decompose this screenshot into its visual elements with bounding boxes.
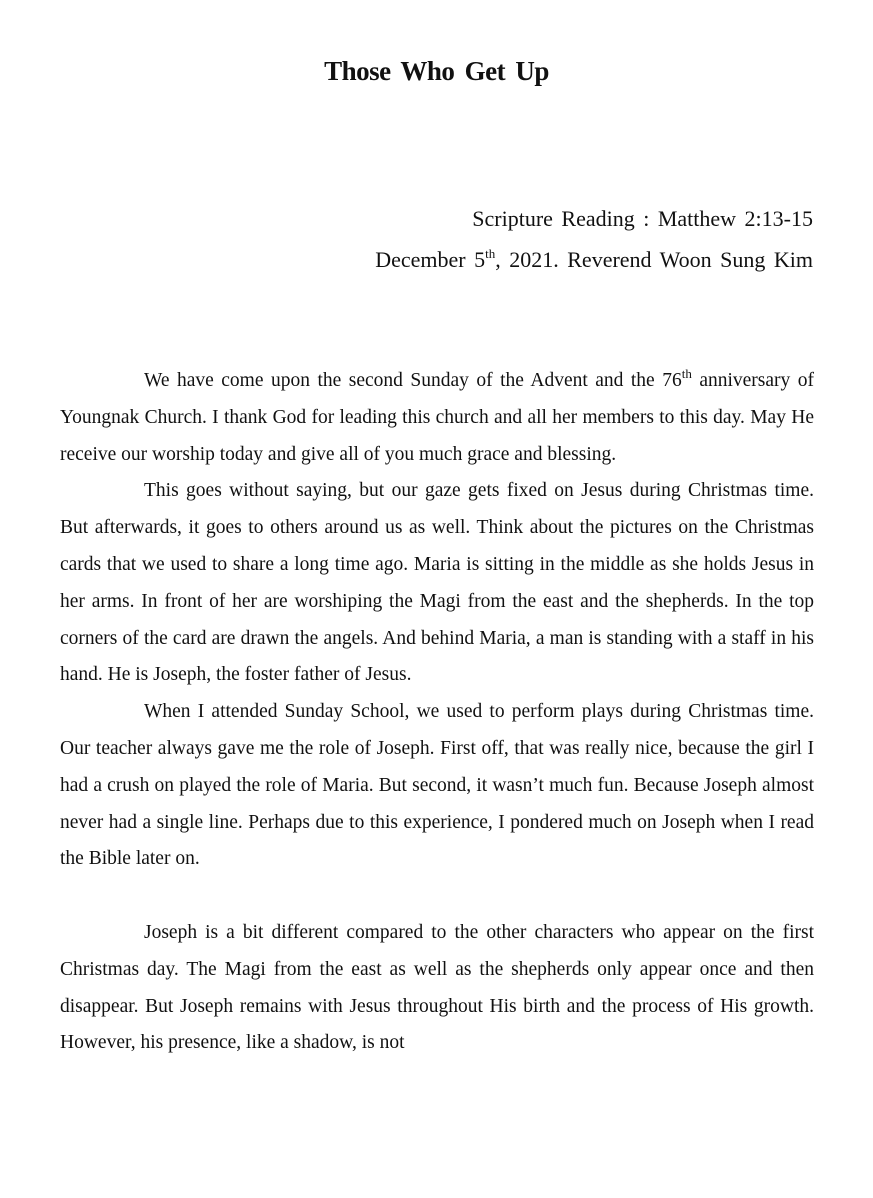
sermon-date-author	[375, 247, 813, 273]
scripture-reading: Scripture Reading : Matthew 2:13-15	[472, 206, 813, 231]
date-rest: , 2021. Reverend Woon Sung Kim	[495, 247, 813, 272]
paragraph-1-end: anniversary of Youngnak Church. I thank God for leading this church and all her members to this day. May He receive our worship today and give all of you much grace and blessing.	[60, 370, 814, 465]
date-day: December 5	[375, 247, 486, 272]
paragraph-2: This goes without saying, but our gaze gets fixed on Jesus during Christmas time. But afterwards, it goes to others around us as well. Think about the pictures on the Christmas cards that we used to share a long time ago. Maria is sitting in the middle as she holds Jesus in her arms. In front of her are worshiping the Magi from the east and the shepherds. In the top corners of the card are drawn the angels. And behind Maria, a man is standing with a staff in his hand. He is Joseph, the foster father of Jesus.	[60, 480, 814, 686]
date-suffix: th	[485, 245, 496, 261]
sermon-body	[60, 363, 814, 1062]
document-title: Those Who Get Up	[324, 56, 549, 86]
paragraph-4: Joseph is a bit different compared to the other characters who appear on the first Christmas day. The Magi from the east as well as the shepherds only appear once and then disappear. But Joseph remains with Jesus throughout His birth and the process of His growth. However, his presence, like a shadow, is not	[60, 921, 814, 1054]
paragraph-3: When I attended Sunday School, we used to perform plays during Christmas time. Our teacher always gave me the role of Joseph. First off, that was really nice, because the girl I had a crush on played the role of Maria. But second, it wasn’t much fun. Because Joseph almost never had a single line. Perhaps due to this experience, I pondered much on Joseph when I read the Bible later on.	[60, 701, 814, 870]
paragraph-1-start: We have come upon the second Sunday of the Advent and the 76	[144, 370, 682, 391]
anniversary-suffix: th	[681, 365, 692, 381]
paragraph-1	[60, 363, 814, 473]
